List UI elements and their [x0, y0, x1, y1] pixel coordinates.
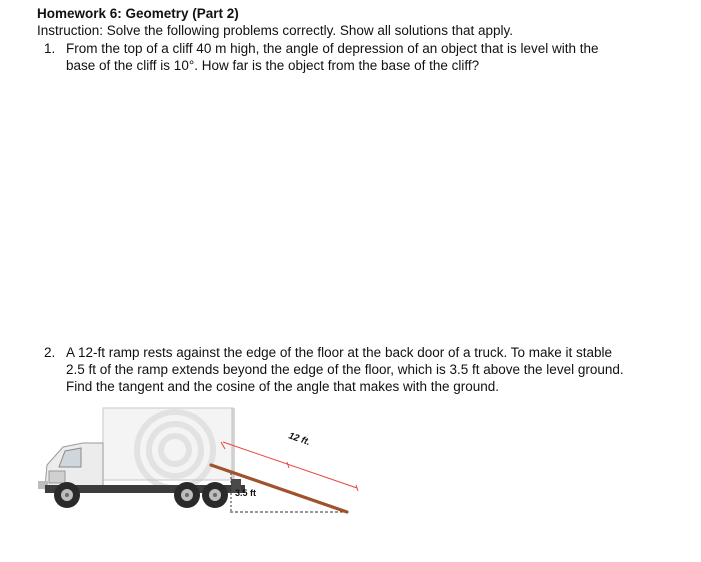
problem-number: 2.: [44, 345, 56, 360]
ramp-length-label: 12 ft.: [287, 430, 312, 449]
rear-wheel-2: [202, 482, 228, 508]
truck-ramp-figure: [35, 405, 365, 520]
problem-line: 2.5 ft of the ramp extends beyond the edge of the floor, which is 3.5 ft above the level ground.: [66, 362, 624, 377]
problem-text: [66, 344, 624, 395]
problem-number: 1.: [44, 41, 56, 56]
problem-line: Find the tangent and the cosine of the angle that makes with the ground.: [66, 379, 500, 394]
height-label: 3.5 ft: [235, 488, 257, 498]
problem-line: base of the cliff is 10°. How far is the object from the base of the cliff?: [66, 58, 480, 73]
truck-cab: [38, 443, 103, 489]
problem-line: A 12-ft ramp rests against the edge of the floor at the back door of a truck. To make it stable: [66, 345, 613, 360]
problem-2: [44, 344, 684, 399]
problem-text: [66, 40, 599, 74]
front-wheel: [54, 482, 80, 508]
ramp-measure-line: [221, 442, 358, 491]
problem-1: [44, 40, 684, 80]
problem-line: From the top of a cliff 40 m high, the angle of depression of an object that is level with the: [66, 41, 599, 56]
truck-box: [103, 408, 235, 488]
homework-title: Homework 6: Geometry (Part 2): [37, 6, 239, 21]
instruction-text: Instruction: Solve the following problems correctly. Show all solutions that apply.: [37, 23, 513, 38]
rear-wheel: [174, 482, 200, 508]
